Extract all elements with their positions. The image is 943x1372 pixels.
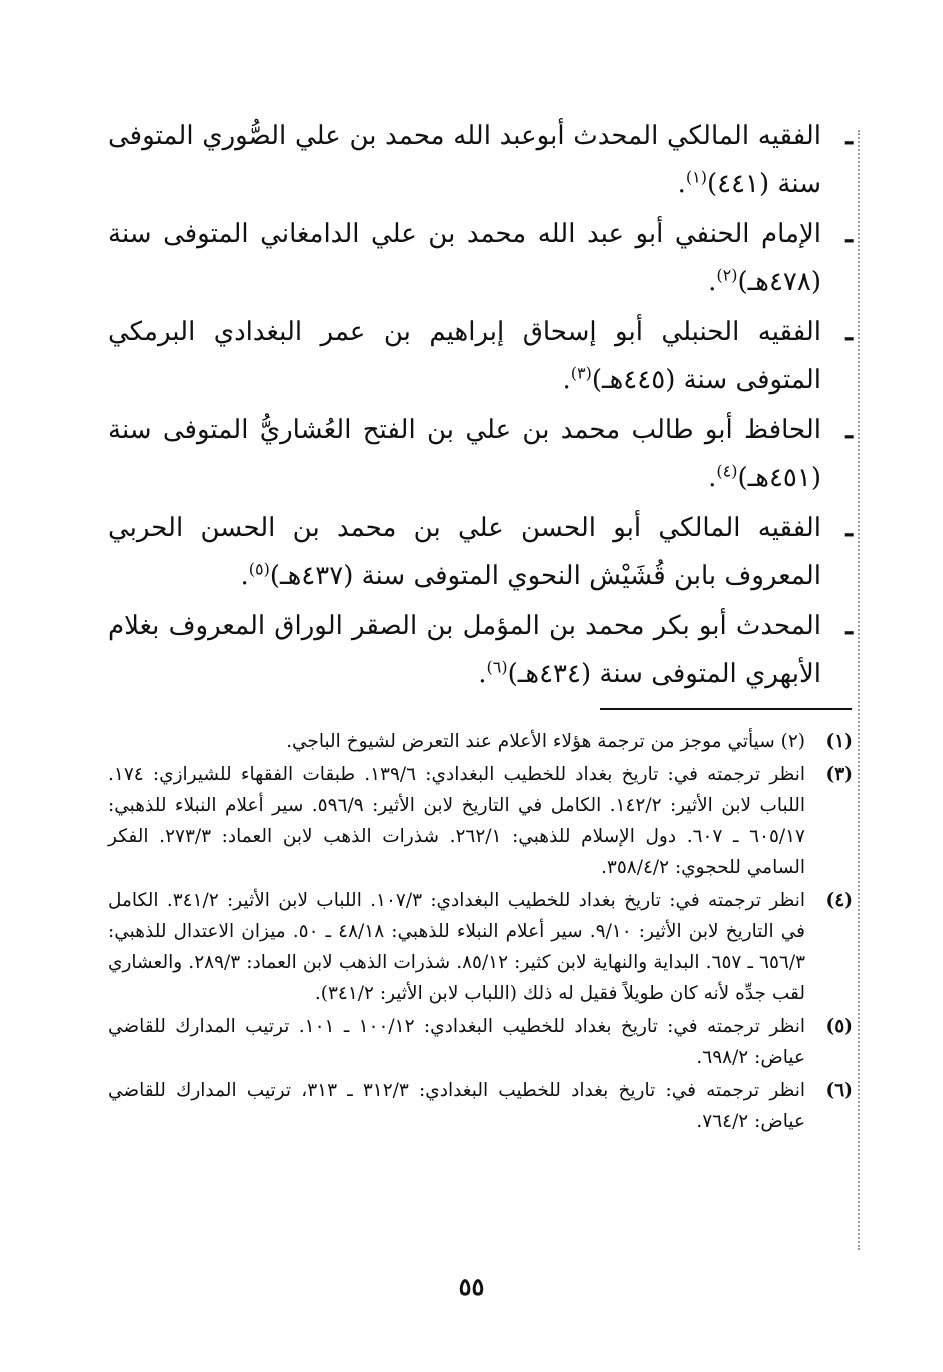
footnote xyxy=(108,1075,853,1137)
item-dash: ـ xyxy=(845,317,853,347)
item-text: الفقيه المالكي المحدث أبوعبد الله محمد بن علي الصُّوري المتوفى سنة (٤٤١) xyxy=(108,121,821,199)
page-number: ٥٥ xyxy=(458,1272,485,1301)
footnote-ref: (٤) xyxy=(716,461,738,481)
footnotes xyxy=(108,726,853,1139)
item-text: الحافظ أبو طالب محمد بن علي بن الفتح العُشاريُّ المتوفى سنة (٤٥١هـ) xyxy=(108,415,821,493)
list-item xyxy=(108,504,853,600)
footnote-ref: (٢) xyxy=(716,265,738,285)
footnote-number: (٦) xyxy=(825,1080,853,1101)
footnote-ref: (١) xyxy=(685,167,707,187)
list-item xyxy=(108,406,853,502)
footnote-text: انظر ترجمته في: تاريخ بغداد للخطيب البغدادي: ٣١٢/٣ ـ ٣١٣، ترتيب المدارك للقاضي عياض: ٧٦٤/٢. xyxy=(108,1080,805,1132)
footnote-separator xyxy=(600,708,852,710)
item-dash: ـ xyxy=(845,611,853,641)
footnote-text: انظر ترجمته في: تاريخ بغداد للخطيب البغدادي: ١٠٠/١٢ ـ ١٠١. ترتيب المدارك للقاضي عياض: ٦٩٨/٢. xyxy=(108,1016,805,1068)
footnote xyxy=(108,885,853,1009)
list-item xyxy=(108,602,853,698)
item-text: الفقيه الحنبلي أبو إسحاق إبراهيم بن عمر البغدادي البرمكي المتوفى سنة (٤٤٥هـ) xyxy=(108,317,821,395)
teachers-list xyxy=(108,112,853,700)
footnote-text: انظر ترجمته في: تاريخ بغداد للخطيب البغدادي: ١٣٩/٦. طبقات الفقهاء للشيرازي: ١٧٤. اللباب لابن الأثير: ١٤٢/٢. الكامل في التاريخ لابن الأثير: ٥٩٦/٩. سير أعلام النبلاء للذهبي: ٦٠٥/١٧ ـ ٦٠٧. دول الإسلام للذهبي: ٢٦٢/١. شذرات الذهب لابن العماد: ٢٧٣/٣. الفكر السامي للحجوي: ٣٥٨/٤/٢. xyxy=(108,764,805,878)
margin-dotted-line xyxy=(858,130,860,1250)
list-item xyxy=(108,210,853,306)
footnote-text: انظر ترجمته في: تاريخ بغداد للخطيب البغدادي: ١٠٧/٣. اللباب لابن الأثير: ٣٤١/٢. الكامل في التاريخ لابن الأثير: ٩/١٠. سير أعلام النبلاء للذهبي: ٤٨/١٨ ـ ٥٠. ميزان الاعتدال للذهبي: ٦٥٦/٣ ـ ٦٥٧. البداية والنهاية لابن كثير: ٨٥/١٢. شذرات الذهب لابن العماد: ٢٨٩/٣. والعشاري لقب جدِّه لأنه كان طويلاً فقيل له ذلك (اللباب لابن الأثير: ٣٤١/٢). xyxy=(108,890,806,1004)
item-dash: ـ xyxy=(845,513,853,543)
item-text: الفقيه المالكي أبو الحسن علي بن محمد بن الحسن الحربي المعروف بابن قُشَيْش النحوي المتوفى سنة (٤٣٧هـ) xyxy=(108,513,821,591)
item-end: . xyxy=(677,169,686,199)
item-end: . xyxy=(708,267,717,297)
item-dash: ـ xyxy=(845,121,853,151)
footnote-ref: (٦) xyxy=(486,657,508,677)
footnote-number: (١) xyxy=(825,731,853,752)
footnote-ref: (٣) xyxy=(570,363,592,383)
item-text: المحدث أبو بكر محمد بن المؤمل بن الصقر الوراق المعروف بغلام الأبهري المتوفى سنة (٤٣٤هـ) xyxy=(108,611,821,689)
list-item xyxy=(108,308,853,404)
footnote xyxy=(108,1011,853,1073)
footnote-number: (٥) xyxy=(825,1016,853,1037)
footnote xyxy=(108,726,853,757)
footnote-number: (٤) xyxy=(825,890,853,911)
list-item xyxy=(108,112,853,208)
footnote xyxy=(108,759,853,883)
item-end: . xyxy=(240,561,249,591)
footnote-number: (٣) xyxy=(825,764,853,785)
item-dash: ـ xyxy=(845,219,853,249)
item-end: . xyxy=(562,365,571,395)
footnote-ref: (٥) xyxy=(248,559,270,579)
item-end: . xyxy=(478,659,487,689)
item-text: الإمام الحنفي أبو عبد الله محمد بن علي الدامغاني المتوفى سنة (٤٧٨هـ) xyxy=(108,219,821,297)
footnote-text: (٢) سيأتي موجز من ترجمة هؤلاء الأعلام عند التعرض لشيوخ الباجي. xyxy=(286,731,805,752)
item-end: . xyxy=(708,463,717,493)
item-dash: ـ xyxy=(845,415,853,445)
